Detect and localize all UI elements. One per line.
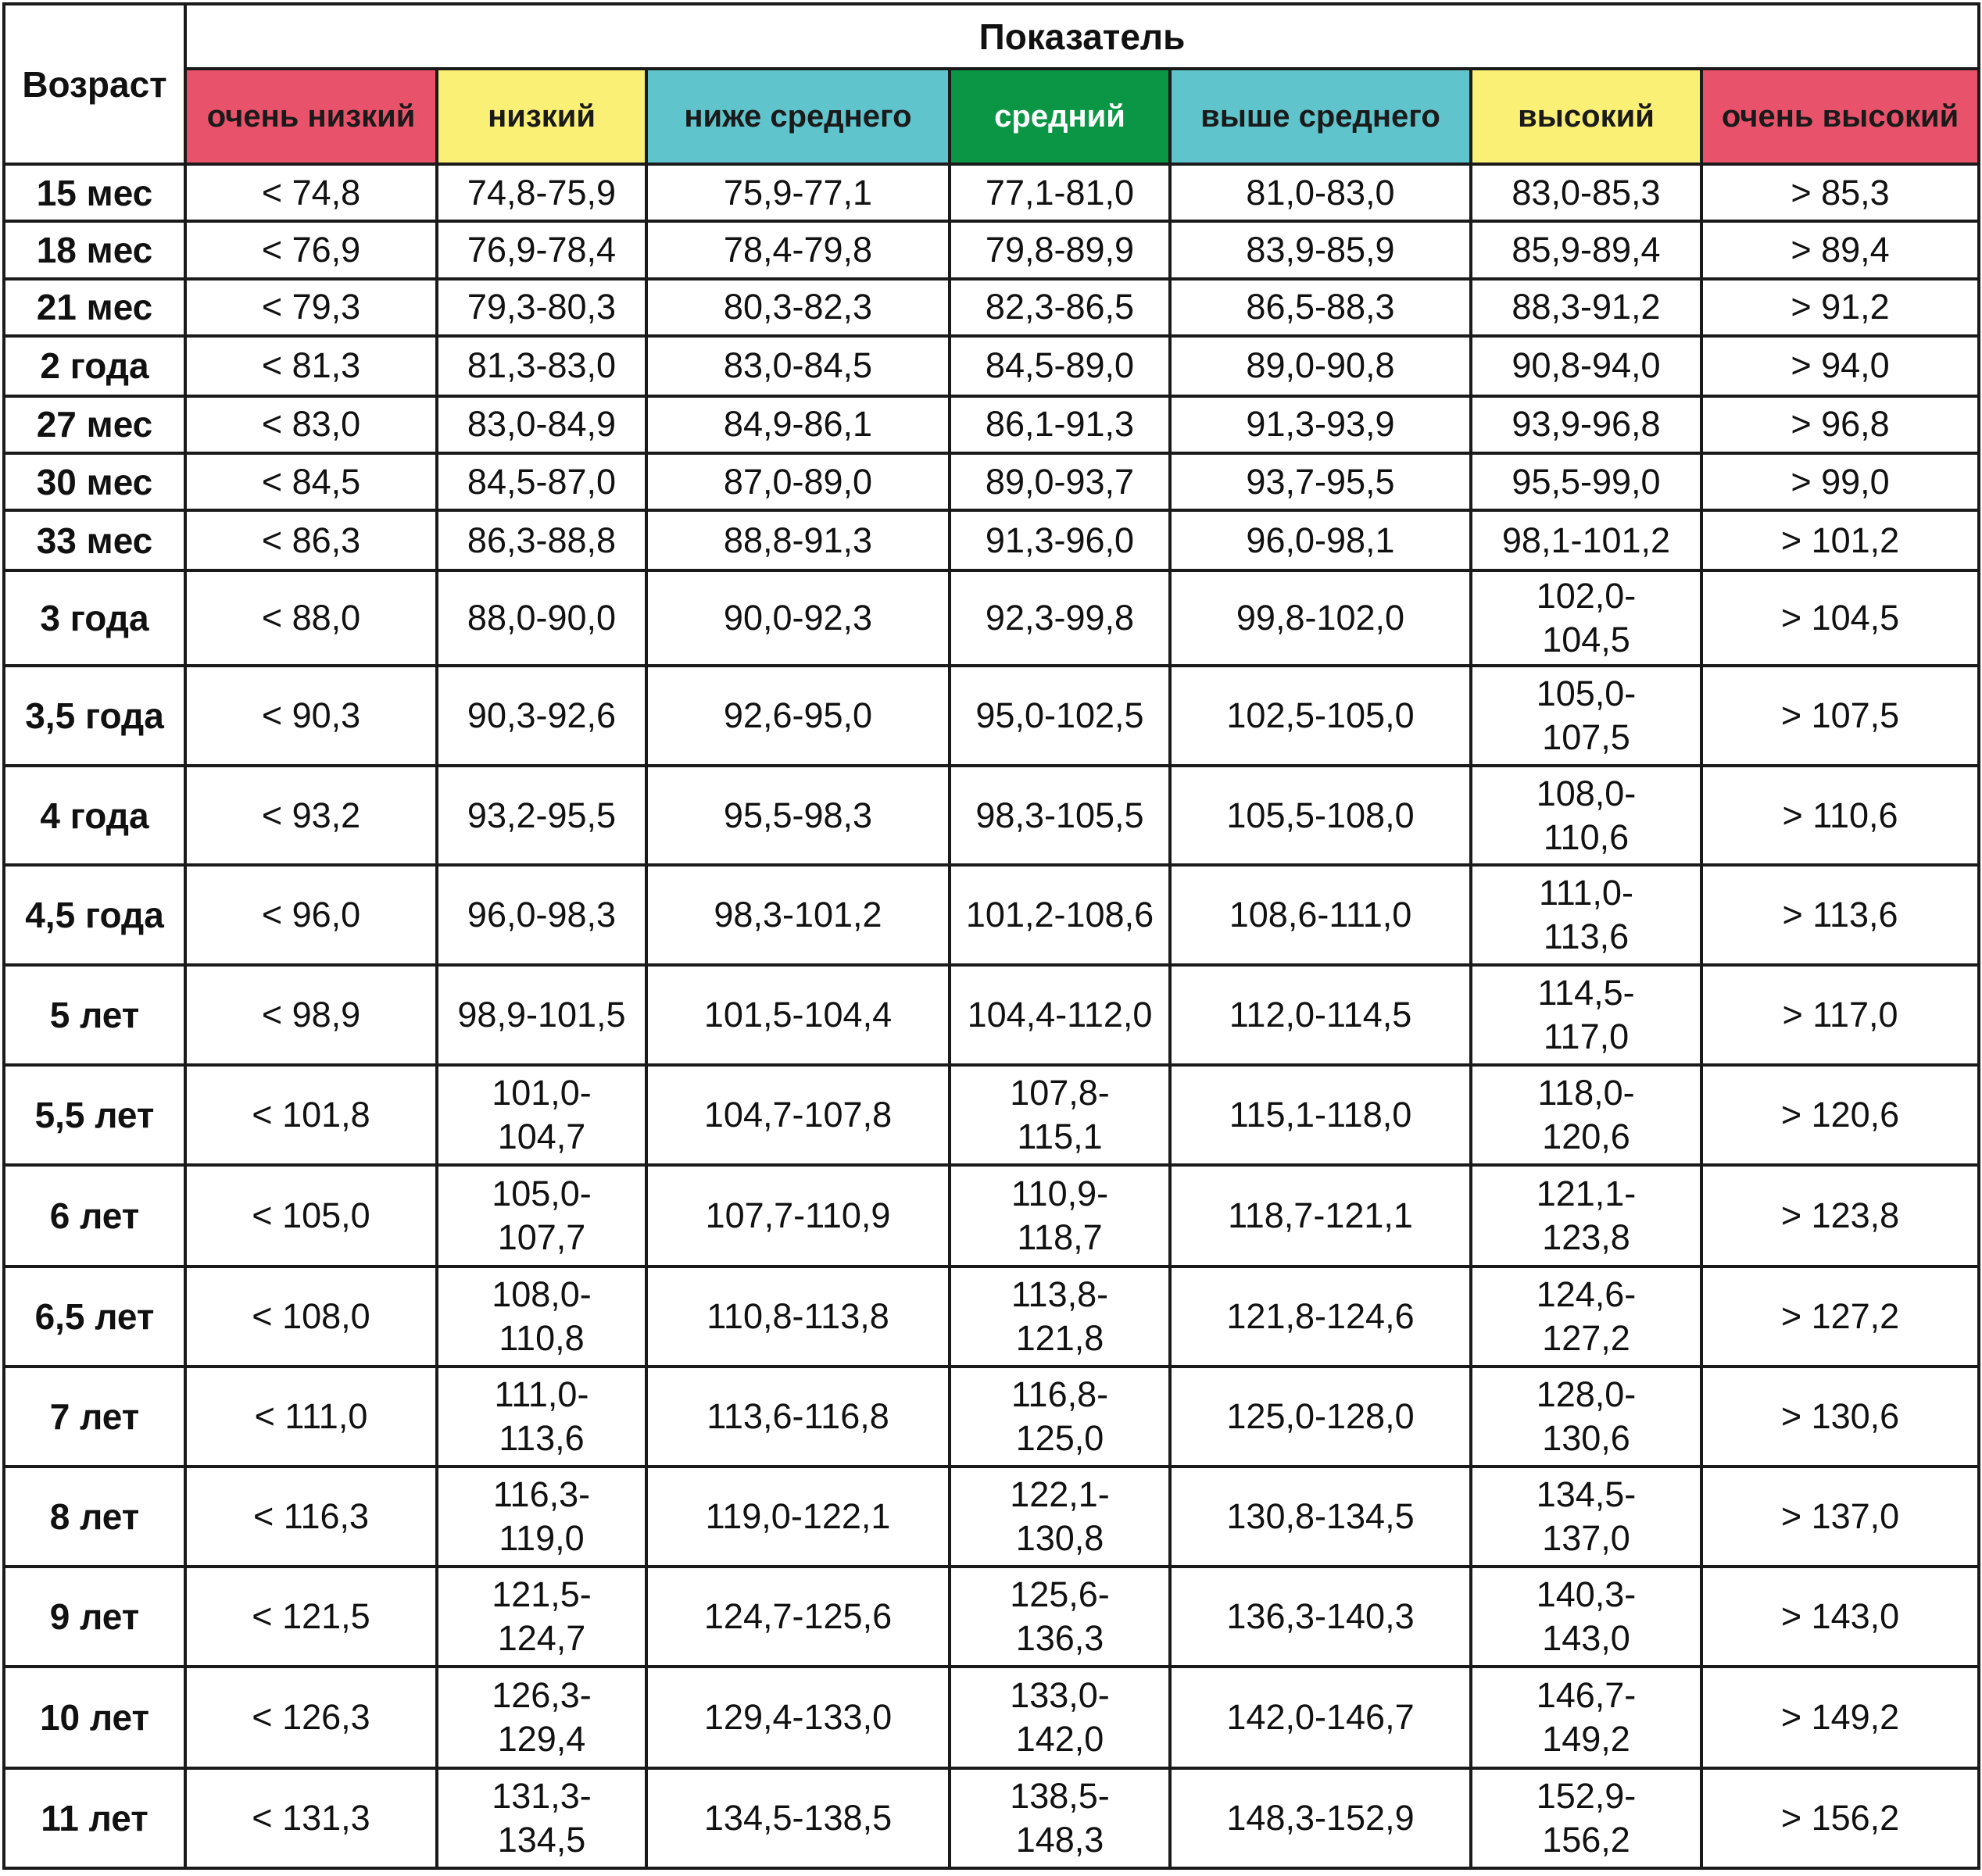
age-cell: 10 лет	[4, 1667, 185, 1768]
table-row	[4, 865, 1979, 965]
value-cell: 83,0-84,5	[646, 336, 950, 396]
value-cell: 96,0-98,3	[437, 865, 646, 965]
value-cell: < 93,2	[185, 766, 437, 866]
category-header: средний	[950, 69, 1170, 164]
value-cell: > 117,0	[1701, 965, 1979, 1065]
age-cell: 3,5 года	[4, 666, 185, 766]
value-cell: 92,3-99,8	[950, 570, 1170, 666]
category-header: ниже среднего	[646, 69, 950, 164]
value-cell: 86,1-91,3	[950, 396, 1170, 453]
value-cell: > 143,0	[1701, 1567, 1979, 1667]
value-cell: 98,3-101,2	[646, 865, 950, 965]
table-row	[4, 570, 1979, 666]
value-cell: 125,0-128,0	[1170, 1367, 1471, 1467]
value-cell: 101,0- 104,7	[437, 1065, 646, 1165]
value-cell: 111,0- 113,6	[1471, 865, 1701, 965]
table-row	[4, 1165, 1979, 1267]
value-cell: 113,6-116,8	[646, 1367, 950, 1467]
value-cell: < 121,5	[185, 1567, 437, 1667]
value-cell: 113,8- 121,8	[950, 1267, 1170, 1367]
table-row	[4, 1567, 1979, 1667]
value-cell: > 130,6	[1701, 1367, 1979, 1467]
value-cell: 121,1- 123,8	[1471, 1165, 1701, 1267]
value-cell: 110,8-113,8	[646, 1267, 950, 1367]
value-cell: > 85,3	[1701, 164, 1979, 221]
value-cell: 110,9- 118,7	[950, 1165, 1170, 1267]
value-cell: 140,3- 143,0	[1471, 1567, 1701, 1667]
value-cell: > 101,2	[1701, 510, 1979, 570]
value-cell: < 111,0	[185, 1367, 437, 1467]
value-cell: 88,0-90,0	[437, 570, 646, 666]
value-cell: 118,0- 120,6	[1471, 1065, 1701, 1165]
value-cell: 89,0-90,8	[1170, 336, 1471, 396]
age-cell: 6,5 лет	[4, 1267, 185, 1367]
value-cell: 119,0-122,1	[646, 1467, 950, 1567]
age-cell: 27 мес	[4, 396, 185, 453]
value-cell: 111,0- 113,6	[437, 1367, 646, 1467]
value-cell: 107,8- 115,1	[950, 1065, 1170, 1165]
value-cell: 142,0-146,7	[1170, 1667, 1471, 1768]
value-cell: 84,9-86,1	[646, 396, 950, 453]
age-cell: 33 мес	[4, 510, 185, 570]
value-cell: < 108,0	[185, 1267, 437, 1367]
value-cell: 82,3-86,5	[950, 279, 1170, 336]
value-cell: 83,9-85,9	[1170, 221, 1471, 278]
value-cell: 102,0- 104,5	[1471, 570, 1701, 666]
value-cell: 93,2-95,5	[437, 766, 646, 866]
age-cell: 3 года	[4, 570, 185, 666]
value-cell: < 76,9	[185, 221, 437, 278]
age-cell: 7 лет	[4, 1367, 185, 1467]
value-cell: 83,0-85,3	[1471, 164, 1701, 221]
value-cell: 83,0-84,9	[437, 396, 646, 453]
growth-table	[2, 2, 1980, 1870]
table-row	[4, 453, 1979, 510]
table-row	[4, 396, 1979, 453]
age-cell: 30 мес	[4, 453, 185, 510]
value-cell: > 89,4	[1701, 221, 1979, 278]
age-header: Возраст	[4, 4, 185, 164]
age-cell: 15 мес	[4, 164, 185, 221]
value-cell: 114,5- 117,0	[1471, 965, 1701, 1065]
value-cell: < 86,3	[185, 510, 437, 570]
value-cell: > 127,2	[1701, 1267, 1979, 1367]
age-cell: 18 мес	[4, 221, 185, 278]
value-cell: 134,5- 137,0	[1471, 1467, 1701, 1567]
value-cell: 124,7-125,6	[646, 1567, 950, 1667]
table-row	[4, 965, 1979, 1065]
value-cell: 146,7- 149,2	[1471, 1667, 1701, 1768]
value-cell: 122,1- 130,8	[950, 1467, 1170, 1567]
table-row	[4, 510, 1979, 570]
value-cell: < 81,3	[185, 336, 437, 396]
category-header: очень высокий	[1701, 69, 1979, 164]
value-cell: 129,4-133,0	[646, 1667, 950, 1768]
value-cell: < 96,0	[185, 865, 437, 965]
category-header-row	[4, 69, 1979, 164]
value-cell: 116,3- 119,0	[437, 1467, 646, 1567]
age-cell: 9 лет	[4, 1567, 185, 1667]
table-row	[4, 221, 1979, 278]
value-cell: > 110,6	[1701, 766, 1979, 866]
category-header: очень низкий	[185, 69, 437, 164]
value-cell: 148,3-152,9	[1170, 1768, 1471, 1868]
value-cell: 138,5- 148,3	[950, 1768, 1170, 1868]
value-cell: < 126,3	[185, 1667, 437, 1768]
table-row	[4, 1065, 1979, 1165]
value-cell: > 91,2	[1701, 279, 1979, 336]
table-row	[4, 1768, 1979, 1868]
value-cell: > 120,6	[1701, 1065, 1979, 1165]
value-cell: 96,0-98,1	[1170, 510, 1471, 570]
value-cell: 77,1-81,0	[950, 164, 1170, 221]
category-header: высокий	[1471, 69, 1701, 164]
value-cell: < 84,5	[185, 453, 437, 510]
value-cell: > 113,6	[1701, 865, 1979, 965]
value-cell: 92,6-95,0	[646, 666, 950, 766]
value-cell: 102,5-105,0	[1170, 666, 1471, 766]
value-cell: 116,8- 125,0	[950, 1367, 1170, 1467]
value-cell: < 83,0	[185, 396, 437, 453]
value-cell: 104,4-112,0	[950, 965, 1170, 1065]
table-row	[4, 1267, 1979, 1367]
value-cell: 76,9-78,4	[437, 221, 646, 278]
value-cell: 93,9-96,8	[1471, 396, 1701, 453]
category-header: выше среднего	[1170, 69, 1471, 164]
table-row	[4, 766, 1979, 866]
value-cell: 118,7-121,1	[1170, 1165, 1471, 1267]
age-cell: 4,5 года	[4, 865, 185, 965]
value-cell: 88,8-91,3	[646, 510, 950, 570]
value-cell: 79,8-89,9	[950, 221, 1170, 278]
value-cell: > 96,8	[1701, 396, 1979, 453]
table-row	[4, 164, 1979, 221]
value-cell: 86,5-88,3	[1170, 279, 1471, 336]
value-cell: 130,8-134,5	[1170, 1467, 1471, 1567]
age-cell: 5,5 лет	[4, 1065, 185, 1165]
age-cell: 4 года	[4, 766, 185, 866]
age-cell: 11 лет	[4, 1768, 185, 1868]
value-cell: < 98,9	[185, 965, 437, 1065]
value-cell: 108,6-111,0	[1170, 865, 1471, 965]
value-cell: 152,9- 156,2	[1471, 1768, 1701, 1868]
value-cell: 108,0- 110,8	[437, 1267, 646, 1367]
table-row	[4, 279, 1979, 336]
value-cell: < 101,8	[185, 1065, 437, 1165]
age-cell: 2 года	[4, 336, 185, 396]
value-cell: 85,9-89,4	[1471, 221, 1701, 278]
value-cell: 80,3-82,3	[646, 279, 950, 336]
value-cell: 121,8-124,6	[1170, 1267, 1471, 1367]
value-cell: > 156,2	[1701, 1768, 1979, 1868]
value-cell: < 90,3	[185, 666, 437, 766]
value-cell: 78,4-79,8	[646, 221, 950, 278]
value-cell: 126,3- 129,4	[437, 1667, 646, 1768]
table-row	[4, 336, 1979, 396]
value-cell: 105,5-108,0	[1170, 766, 1471, 866]
value-cell: 84,5-87,0	[437, 453, 646, 510]
age-cell: 21 мес	[4, 279, 185, 336]
table-row	[4, 1467, 1979, 1567]
value-cell: 95,0-102,5	[950, 666, 1170, 766]
value-cell: 98,1-101,2	[1471, 510, 1701, 570]
value-cell: < 131,3	[185, 1768, 437, 1868]
value-cell: 81,3-83,0	[437, 336, 646, 396]
value-cell: 91,3-96,0	[950, 510, 1170, 570]
age-cell: 8 лет	[4, 1467, 185, 1567]
value-cell: 93,7-95,5	[1170, 453, 1471, 510]
value-cell: 124,6- 127,2	[1471, 1267, 1701, 1367]
value-cell: 87,0-89,0	[646, 453, 950, 510]
value-cell: > 104,5	[1701, 570, 1979, 666]
value-cell: 88,3-91,2	[1471, 279, 1701, 336]
value-cell: 90,3-92,6	[437, 666, 646, 766]
value-cell: 128,0- 130,6	[1471, 1367, 1701, 1467]
value-cell: 101,5-104,4	[646, 965, 950, 1065]
indicator-header: Показатель	[185, 4, 1979, 69]
value-cell: 90,8-94,0	[1471, 336, 1701, 396]
value-cell: 99,8-102,0	[1170, 570, 1471, 666]
value-cell: 133,0- 142,0	[950, 1667, 1170, 1768]
value-cell: > 123,8	[1701, 1165, 1979, 1267]
table-body	[4, 164, 1979, 1868]
table-row	[4, 1367, 1979, 1467]
age-cell: 6 лет	[4, 1165, 185, 1267]
value-cell: 101,2-108,6	[950, 865, 1170, 965]
value-cell: 98,3-105,5	[950, 766, 1170, 866]
value-cell: < 88,0	[185, 570, 437, 666]
value-cell: 81,0-83,0	[1170, 164, 1471, 221]
value-cell: 90,0-92,3	[646, 570, 950, 666]
category-header: низкий	[437, 69, 646, 164]
value-cell: < 74,8	[185, 164, 437, 221]
value-cell: 75,9-77,1	[646, 164, 950, 221]
value-cell: > 107,5	[1701, 666, 1979, 766]
value-cell: 134,5-138,5	[646, 1768, 950, 1868]
header-row-top	[4, 4, 1979, 69]
value-cell: > 137,0	[1701, 1467, 1979, 1567]
value-cell: 105,0- 107,5	[1471, 666, 1701, 766]
value-cell: 86,3-88,8	[437, 510, 646, 570]
value-cell: 74,8-75,9	[437, 164, 646, 221]
value-cell: 89,0-93,7	[950, 453, 1170, 510]
table-row	[4, 1667, 1979, 1768]
value-cell: 95,5-98,3	[646, 766, 950, 866]
value-cell: 104,7-107,8	[646, 1065, 950, 1165]
table-header	[4, 4, 1979, 164]
value-cell: < 79,3	[185, 279, 437, 336]
table-row	[4, 666, 1979, 766]
value-cell: 84,5-89,0	[950, 336, 1170, 396]
value-cell: 107,7-110,9	[646, 1165, 950, 1267]
value-cell: 115,1-118,0	[1170, 1065, 1471, 1165]
value-cell: 95,5-99,0	[1471, 453, 1701, 510]
value-cell: < 105,0	[185, 1165, 437, 1267]
value-cell: 91,3-93,9	[1170, 396, 1471, 453]
value-cell: 125,6- 136,3	[950, 1567, 1170, 1667]
value-cell: 108,0- 110,6	[1471, 766, 1701, 866]
value-cell: < 116,3	[185, 1467, 437, 1567]
value-cell: 121,5- 124,7	[437, 1567, 646, 1667]
value-cell: > 99,0	[1701, 453, 1979, 510]
value-cell: 112,0-114,5	[1170, 965, 1471, 1065]
value-cell: > 149,2	[1701, 1667, 1979, 1768]
value-cell: > 94,0	[1701, 336, 1979, 396]
value-cell: 105,0- 107,7	[437, 1165, 646, 1267]
value-cell: 79,3-80,3	[437, 279, 646, 336]
value-cell: 98,9-101,5	[437, 965, 646, 1065]
age-cell: 5 лет	[4, 965, 185, 1065]
value-cell: 136,3-140,3	[1170, 1567, 1471, 1667]
value-cell: 131,3- 134,5	[437, 1768, 646, 1868]
